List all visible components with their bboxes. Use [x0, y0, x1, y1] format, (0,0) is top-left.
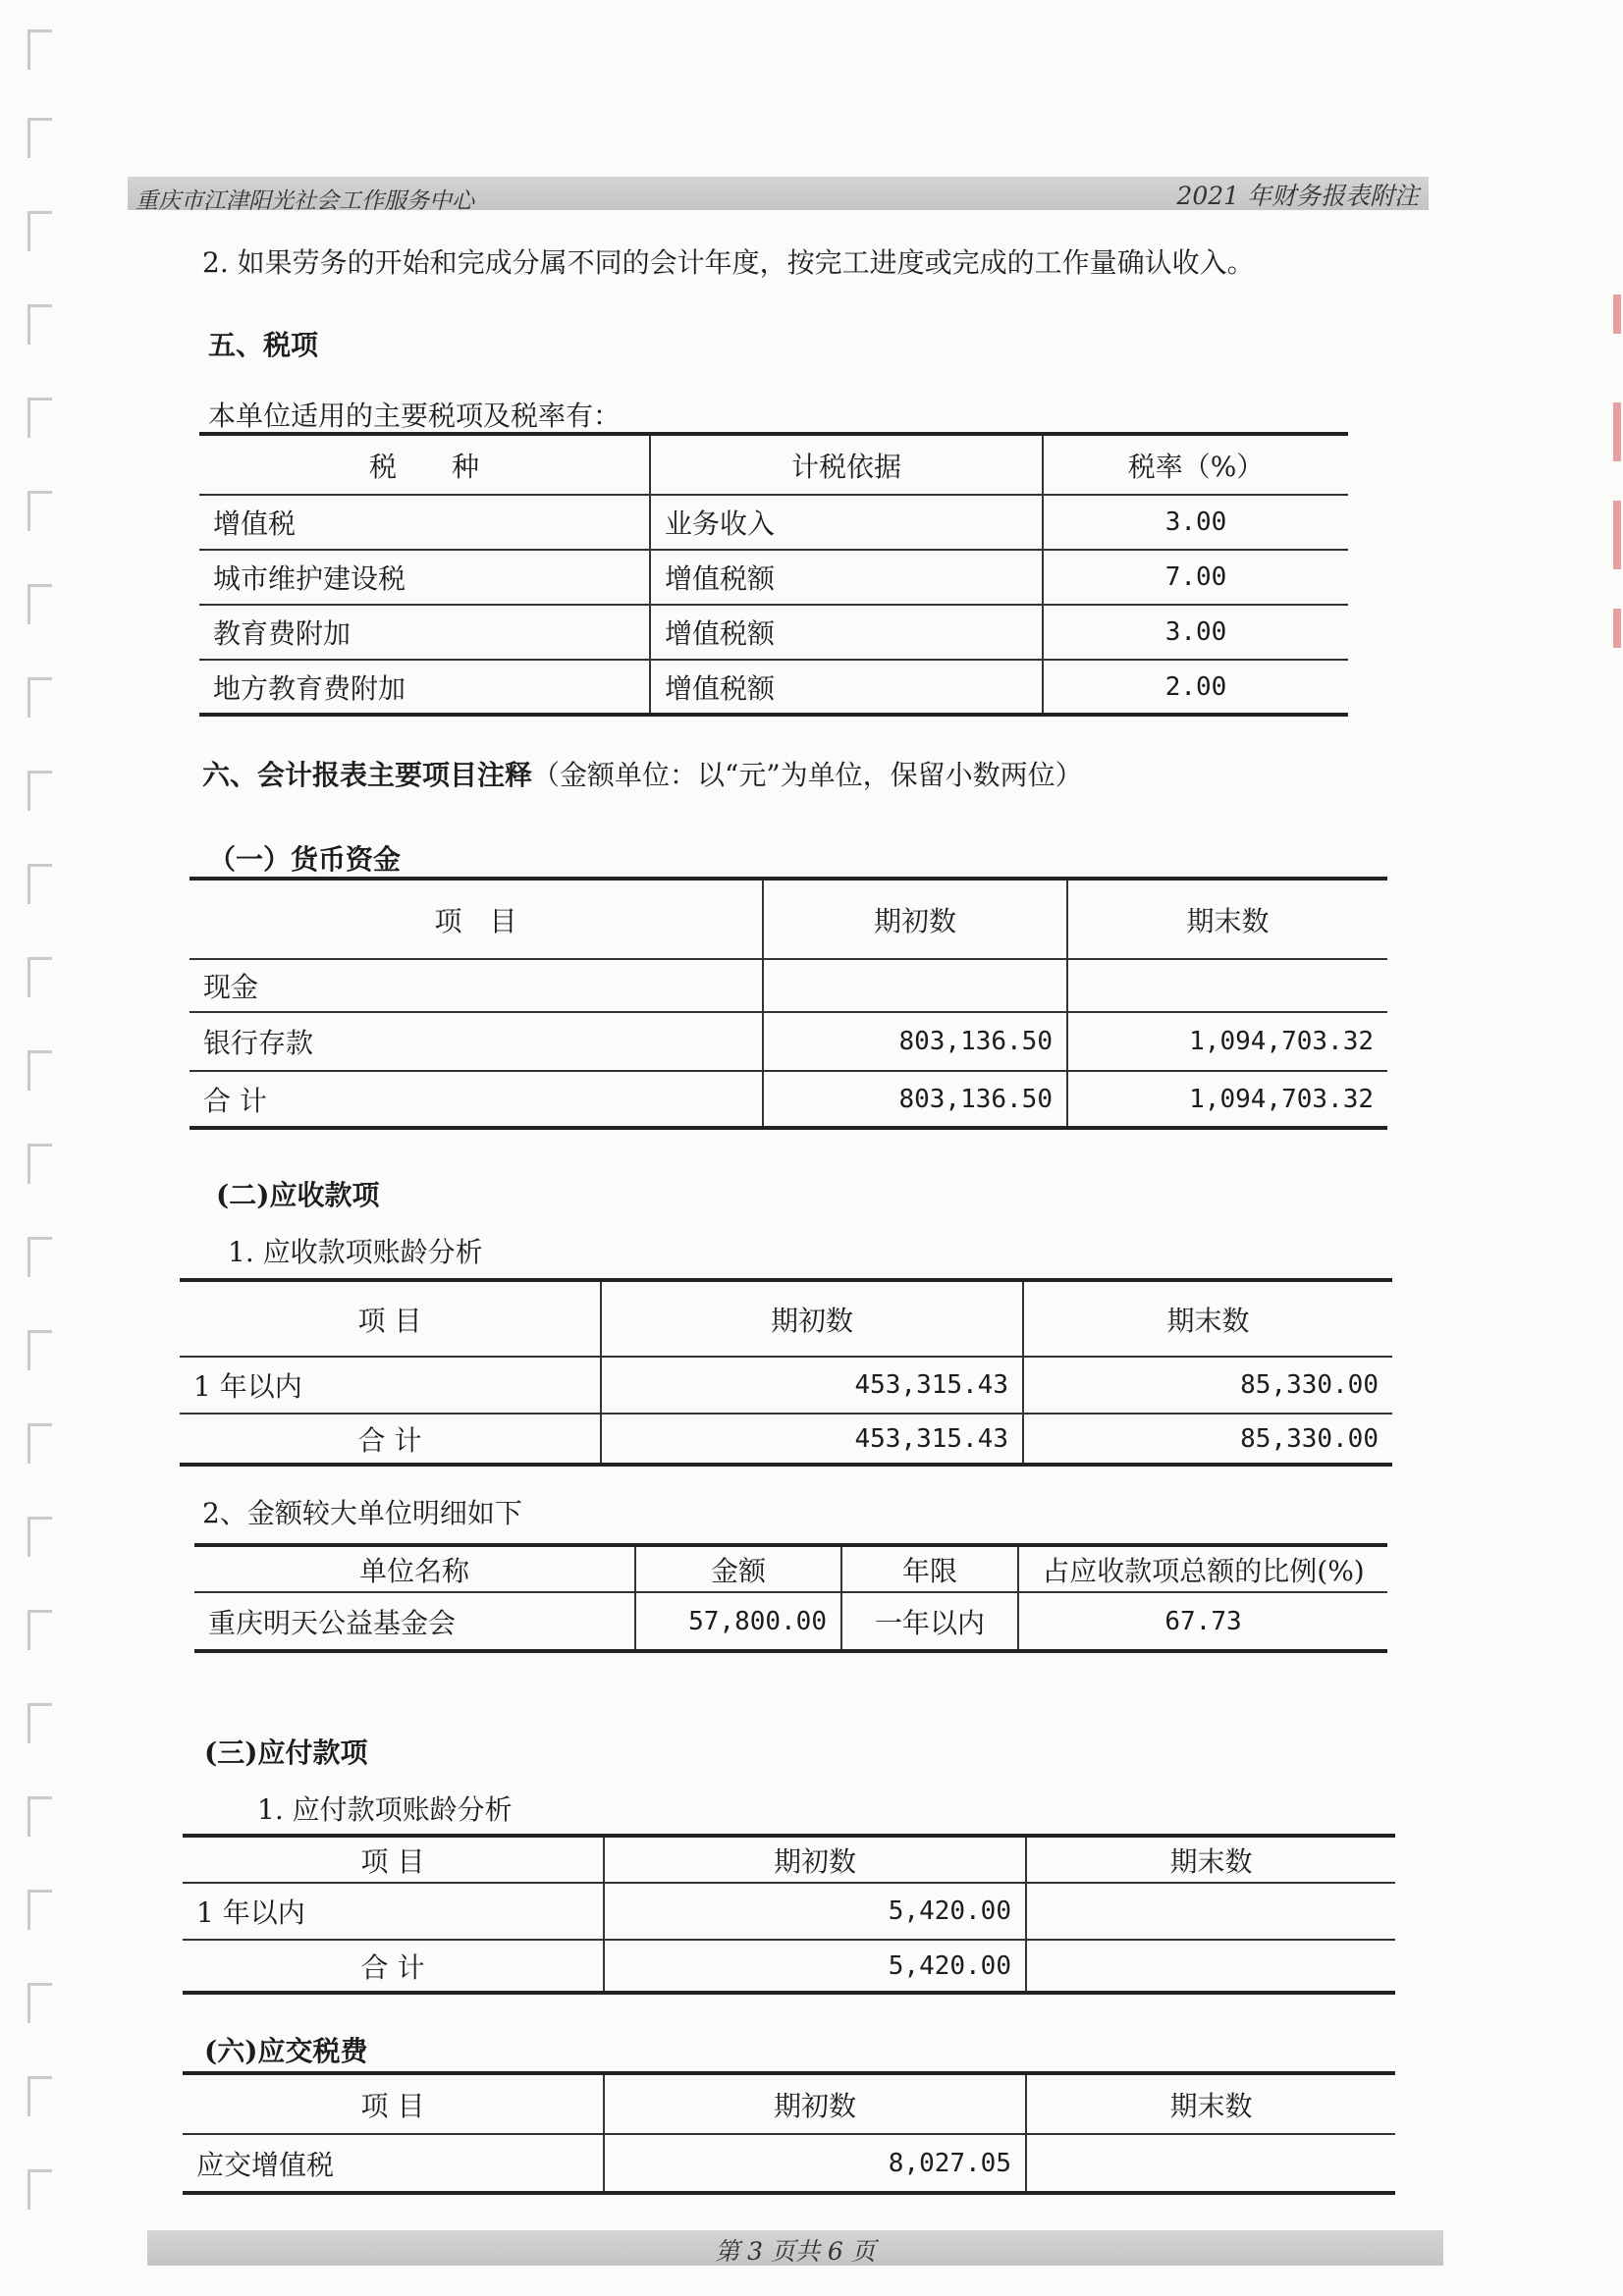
- cash-table: [189, 877, 1387, 1130]
- cell: 1 年以内: [193, 1370, 302, 1403]
- seal-fragment: [1606, 294, 1623, 648]
- cell: 5,420.00: [604, 1883, 1026, 1940]
- cell: 一年以内: [841, 1592, 1018, 1651]
- section6-heading: [202, 754, 1083, 793]
- cell: 增值税额: [650, 550, 1043, 605]
- cell: 城市维护建设税: [213, 562, 406, 595]
- cell: 8,027.05: [604, 2134, 1026, 2193]
- payables-title: (三)应付款项: [204, 1736, 368, 1769]
- page-number: 第 3 页共 6 页: [715, 2237, 876, 2266]
- col-header: 期初数: [601, 1280, 1023, 1357]
- receivables-detail-table: [194, 1543, 1387, 1653]
- col-header: 期初数: [604, 1836, 1026, 1883]
- col-header: 单位名称: [358, 1554, 469, 1587]
- cell: 1 年以内: [196, 1896, 305, 1929]
- cell: 5,420.00: [604, 1940, 1026, 1993]
- table-row: [194, 1592, 1387, 1651]
- org-name: 重庆市江津阳光社会工作服务中心: [135, 188, 474, 214]
- table-row: [183, 1940, 1395, 1993]
- cell: [1026, 1940, 1395, 1993]
- intro-line: 2. 如果劳务的开始和完成分属不同的会计年度，按完工进度或完成的工作量确认收入。: [202, 246, 1255, 279]
- table-row: [180, 1414, 1392, 1465]
- section5-title: 五、税项: [208, 329, 319, 361]
- col-header: 金额: [635, 1545, 841, 1592]
- col-header: 计税依据: [650, 434, 1043, 495]
- cell: 现金: [203, 971, 259, 1003]
- cell: 85,330.00: [1023, 1414, 1392, 1465]
- cell: 增值税额: [650, 660, 1043, 715]
- table-header-row: [183, 2073, 1395, 2134]
- table-row: [199, 495, 1348, 550]
- tax-table: [199, 432, 1348, 717]
- col-header: 项 目: [357, 1304, 422, 1337]
- table-row: [189, 1012, 1387, 1071]
- receivables-aging-table: [180, 1278, 1392, 1467]
- cell: [763, 959, 1067, 1012]
- col-header: 期末数: [1026, 2073, 1395, 2134]
- cell: 453,315.43: [601, 1357, 1023, 1414]
- table-header-row: [180, 1280, 1392, 1357]
- receivables-title: (二)应收款项: [216, 1179, 380, 1211]
- payables-aging-table: [183, 1834, 1395, 1995]
- col-header: 项 目: [434, 904, 517, 937]
- cell: 合 计: [203, 1084, 267, 1117]
- cell: 合 计: [360, 1950, 425, 1984]
- cell: 803,136.50: [763, 1012, 1067, 1071]
- col-header: 项 目: [360, 2089, 425, 2122]
- cell: 453,315.43: [601, 1414, 1023, 1465]
- col-header: 税 种: [368, 450, 479, 483]
- payables-aging-title: 1. 应付款项账龄分析: [257, 1793, 513, 1826]
- cell: [1067, 959, 1387, 1012]
- cell: [1026, 2134, 1395, 2193]
- cell: 地方教育费附加: [213, 671, 406, 705]
- taxes-payable-title: (六)应交税费: [204, 2035, 368, 2067]
- cell: 重庆明天公益基金会: [208, 1606, 457, 1639]
- col-header: 期初数: [763, 879, 1067, 959]
- cell: 合 计: [357, 1423, 422, 1457]
- cell: 增值税: [213, 507, 297, 540]
- col-header: 税率（%）: [1043, 434, 1348, 495]
- table-row: [199, 605, 1348, 660]
- cell: 1,094,703.32: [1067, 1012, 1387, 1071]
- col-header: 期初数: [604, 2073, 1026, 2134]
- page-footer: [147, 2230, 1443, 2266]
- binding-margin-marks: [27, 0, 57, 2296]
- cell: 教育费附加: [213, 617, 352, 650]
- col-header: 项 目: [360, 1844, 425, 1878]
- page-header: [128, 177, 1429, 214]
- cell: 1,094,703.32: [1067, 1071, 1387, 1128]
- col-header: 期末数: [1067, 879, 1387, 959]
- table-row: [183, 1883, 1395, 1940]
- taxes-payable-table: [183, 2071, 1395, 2195]
- cash-title: （一）货币资金: [208, 843, 402, 876]
- cell: 67.73: [1018, 1592, 1387, 1651]
- cell: 业务收入: [650, 495, 1043, 550]
- col-header: 期末数: [1023, 1280, 1392, 1357]
- cell: 3.00: [1043, 495, 1348, 550]
- section6-title: 六、会计报表主要项目注释: [202, 759, 533, 791]
- cell: 增值税额: [650, 605, 1043, 660]
- cell: [1026, 1883, 1395, 1940]
- table-row: [189, 1071, 1387, 1128]
- cell: 57,800.00: [635, 1592, 841, 1651]
- cell: 2.00: [1043, 660, 1348, 715]
- table-header-row: [194, 1545, 1387, 1592]
- section5-intro: 本单位适用的主要税项及税率有：: [208, 400, 622, 432]
- cell: 银行存款: [203, 1027, 314, 1059]
- col-header: 期末数: [1026, 1836, 1395, 1883]
- receivables-aging-title: 1. 应收款项账龄分析: [228, 1236, 483, 1268]
- cell: 85,330.00: [1023, 1357, 1392, 1414]
- cell: 803,136.50: [763, 1071, 1067, 1128]
- cell: 7.00: [1043, 550, 1348, 605]
- table-row: [199, 550, 1348, 605]
- cell: 应交增值税: [196, 2148, 335, 2181]
- cell: 3.00: [1043, 605, 1348, 660]
- section6-note: （金额单位：以“元”为单位，保留小数两位）: [532, 759, 1083, 791]
- table-row: [189, 959, 1387, 1012]
- table-header-row: [189, 879, 1387, 959]
- table-row: [180, 1357, 1392, 1414]
- table-row: [199, 660, 1348, 715]
- report-title: 2021 年财务报表附注: [1176, 182, 1419, 210]
- table-header-row: [199, 434, 1348, 495]
- table-header-row: [183, 1836, 1395, 1883]
- receivables-detail-title: 2、金额较大单位明细如下: [202, 1497, 522, 1529]
- table-row: [183, 2134, 1395, 2193]
- col-header: 年限: [841, 1545, 1018, 1592]
- col-header: 占应收款项总额的比例(%): [1018, 1545, 1387, 1592]
